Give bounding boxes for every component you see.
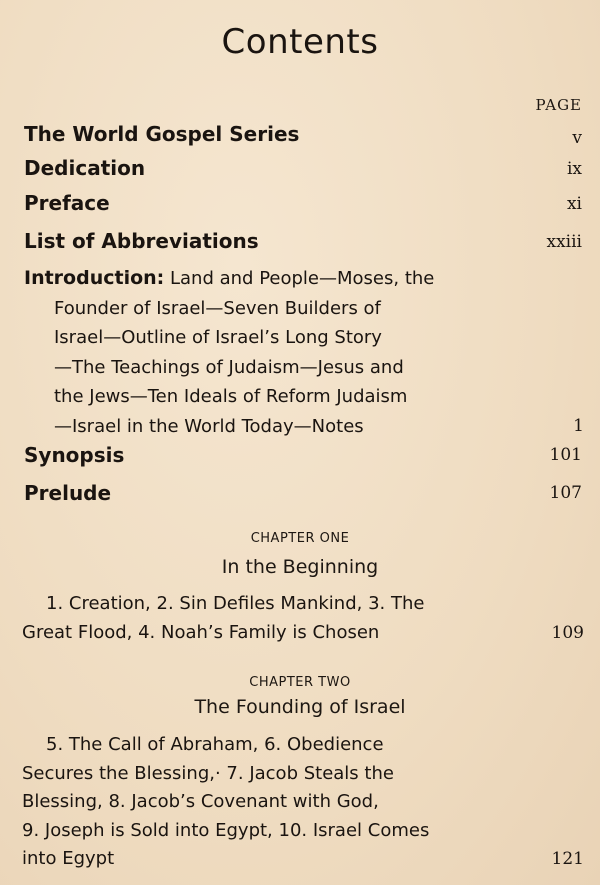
toc-entry-page: v [572, 128, 582, 148]
toc-entry-prelude[interactable] [24, 481, 582, 505]
toc-entry-label: List of Abbreviations [24, 229, 259, 253]
intro-line: Founder of Israel—Seven Builders of [54, 297, 381, 319]
toc-entry-page: 109 [551, 622, 584, 643]
chapter-two-label: CHAPTER TWO [249, 675, 351, 690]
page-column-label: PAGE [535, 96, 582, 114]
chapter-one-title[interactable]: In the Beginning [221, 556, 379, 578]
section-line: 1. Creation, 2. Sin Defiles Mankind, 3. The [46, 593, 425, 614]
intro-line: —Israel in the World Today—Notes [54, 415, 364, 437]
section-line: into Egypt [22, 848, 115, 869]
page-title: Contents [221, 22, 379, 62]
intro-line: —The Teachings of Judaism—Jesus and [54, 356, 404, 378]
section-line: 5. The Call of Abraham, 6. Obedience [46, 734, 384, 755]
toc-entry-dedication[interactable] [24, 156, 582, 180]
toc-entry-page: xi [566, 194, 582, 214]
toc-entry-label: Introduction: [24, 267, 165, 289]
intro-line: Land and People—Moses, the [170, 268, 435, 289]
intro-line: Israel—Outline of Israel’s Long Story [54, 327, 382, 348]
chapter-one-label: CHAPTER ONE [250, 531, 350, 546]
section-line: Blessing, 8. Jacob’s Covenant with God, [22, 791, 379, 812]
toc-entry-page: 121 [551, 849, 584, 869]
chapter-one-sections [22, 590, 584, 647]
section-line: Secures the Blessing,· 7. Jacob Steals the [22, 762, 394, 784]
chapter-two-sections [22, 731, 584, 874]
toc-entry-page: 101 [549, 445, 582, 465]
toc-entry-label: Preface [24, 191, 110, 215]
intro-line: the Jews—Ten Ideals of Reform Judaism [54, 386, 408, 407]
toc-entry-page: ix [566, 159, 582, 179]
toc-entry-label: Dedication [24, 156, 146, 180]
toc-entry-preface[interactable] [24, 191, 582, 215]
toc-entry-label: The World Gospel Series [24, 122, 300, 146]
toc-entry-synopsis[interactable] [24, 443, 582, 467]
toc-entry-introduction[interactable] [24, 264, 584, 441]
section-line: Great Flood, 4. Noah’s Family is Chosen [22, 621, 380, 643]
toc-entry-abbreviations[interactable] [24, 229, 582, 253]
chapter-two-title[interactable]: The Founding of Israel [194, 696, 406, 718]
toc-entry-world-gospel-series[interactable] [24, 122, 582, 146]
toc-entry-label: Prelude [24, 481, 112, 505]
toc-entry-page: 1 [573, 415, 584, 436]
toc-entry-page: xxiii [546, 232, 582, 252]
toc-entry-label: Synopsis [24, 443, 125, 467]
toc-entry-page: 107 [549, 483, 582, 503]
section-line: 9. Joseph is Sold into Egypt, 10. Israel Comes [22, 819, 430, 841]
